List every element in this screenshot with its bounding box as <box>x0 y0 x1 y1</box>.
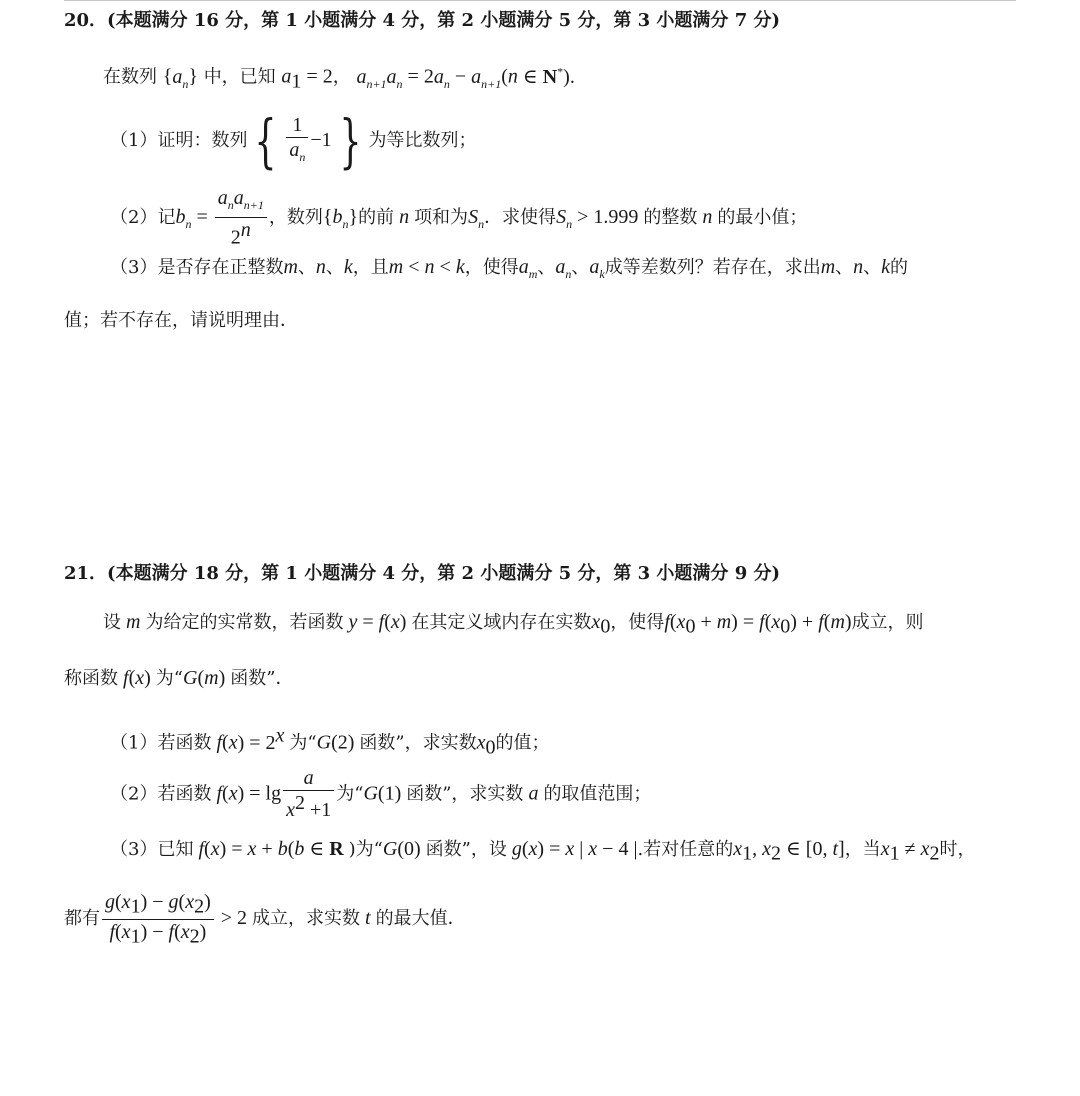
q20-part3-continued: 值；若不存在，请说明理由． <box>64 310 298 331</box>
q21-part3: （3）已知 f(x) = x + b(b ∈ R )为“G(0) 函数”，设 g(x) = x | x − 4 |.若对任意的$x_1$, $x_2$ ∈ [0, t]，当$x_1 \ne x_2$时， <box>110 838 976 865</box>
q20-intro: 在数列 $\{a_n\}$ 中，已知 $a_1 = 2$， $a_{n+1}a_n = 2a_n - a_{n+1}(n$ ∈ N*). <box>103 64 575 93</box>
q21-intro-continued: 称函数 f(x) 为“G(m) 函数”． <box>64 667 294 689</box>
q20-part3: （3）是否存在正整数m、n、k，且m < n < k，使得$a_m$、$a_n$、$a_k$成等差数列？若存在，求出m、n、k的 <box>110 256 909 281</box>
q21-header: 21．(本题满分 18 分，第 1 小题满分 4 分，第 2 小题满分 5 分，第 3 小题满分 9 分) <box>64 563 781 584</box>
top-rule <box>64 0 1016 1</box>
q21-part3-continued: 都有 $\frac{g(x_1) - g(x_2)}{f(x_1) - f(x_2)}$ > 2 成立，求实数 t 的最大值． <box>64 891 466 948</box>
q20-part1: （1）证明：数列 { $\frac{1}{a_n}$ −1 } 为等比数列； <box>110 107 477 175</box>
q21-part1: （1）若函数 $f(x) = 2^x$ 为“G(2) 函数”，求实数$x_0$的值； <box>110 724 550 759</box>
q20-part2: （2）记$b_n$ = $\frac{a_na_{n+1}}{2^n}$ ，数列$\{b_n\}$的前 n 项和为$S_n$．求使得$S_n > 1.999$ 的整数 n 的最小值； <box>110 187 808 249</box>
q21-part2: （2）若函数 f(x) = lg $\frac{a}{x^2 +1}$ 为“G(1) 函数”，求实数 a 的取值范围； <box>110 767 652 821</box>
q21-intro: 设 m 为给定的实常数，若函数 y = f(x) 在其定义域内存在实数$x_0$，使得$f(x_0 + m) = f(x_0) + f(m)$成立，则 <box>103 611 924 638</box>
q20-header: 20．(本题满分 16 分，第 1 小题满分 4 分，第 2 小题满分 5 分，第 3 小题满分 7 分) <box>64 10 781 31</box>
